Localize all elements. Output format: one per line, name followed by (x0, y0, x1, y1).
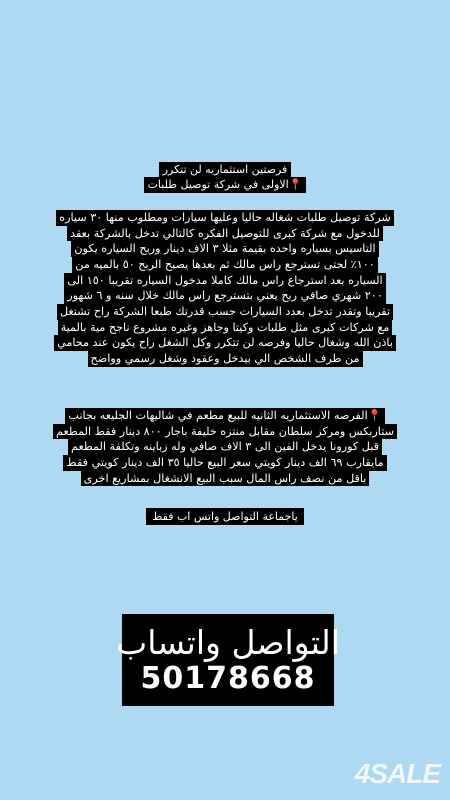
whatsapp-only-note (90, 508, 360, 525)
paragraph-line: التاسيس بسياره واحده بقيمة مثلا ٣ الاف دينار وربح السياره يكون (71, 241, 378, 257)
paragraph-line: 📍الفرصه الاستثماريه الثانيه للبيع مطعم في شاليهات الجليعه بجانب (65, 408, 384, 424)
paragraph-line: باذن الله وشغال حاليا وفرصه لن تتكرر وكل الشغل راح يكون عند محامي (54, 335, 396, 351)
contact-title: التواصل واتساب (116, 623, 340, 663)
whatsapp-only-line: ياجماعة التواصل واتس اب فقط (146, 508, 304, 525)
headline-line: 📍الاولى في شركة توصيل طلبات (144, 177, 307, 192)
paragraph-line: ستاربكس ومركز سلطان مقابل منتزه خليفة باجار ٨٠٠ دينار فقط المطعم (53, 424, 397, 440)
contact-number: 50178668 (140, 660, 316, 696)
paragraph-line: تقريبا وتقدر تدخل بعدد السيارات حسب قدرتك طبعا الشركة راح تشتغل (57, 304, 393, 320)
first-opportunity-paragraph (2, 210, 448, 367)
paragraph-line: من طرف الشخص الي بيدخل وعقود وشغل رسمي وواضح (88, 351, 363, 367)
contact-box (116, 614, 340, 706)
paragraph-line: قبل كورونا يدخل الفين الى ٣ الاف صافي وله زباينه وتكلفة المطعم (68, 439, 382, 455)
paragraph-line: ١٠٠٪ لحتى تسترجع راس مالك ثم بعدها يصبح الربح ٥٠ بالميه من (72, 257, 377, 273)
paragraph-line: شركة توصيل طلبات شغاله حاليا وعليها سيارات ومطلوب منها ٣٠ سياره (56, 210, 394, 226)
paragraph-line: باقل من نصف راس المال سبب البيع الانشغال بمشاريع اخرى (81, 471, 370, 487)
paragraph-line: مع شركات كبرى مثل طلبات وكيتا وجاهز وغيره مشروع ناجح مية بالمية (58, 320, 393, 336)
4sale-watermark: 4SALE (354, 758, 440, 789)
paragraph-line: للدخول مع شركة كبرى للتوصيل الفكره كالتالي تدخل بالشركة بعقد (67, 226, 383, 242)
headline-block (120, 162, 330, 193)
headline-line: فرصتين استثماريه لن تتكرر (159, 162, 292, 177)
paragraph-line: ٢٠٠ شهري صافي ربح يعني بتسترجع راس مالك خلال سنه و ٦ شهور (64, 288, 386, 304)
paragraph-line: مايقارب ٦٩ الف دينار كويتي سعر البيع حاليا ٣٥ الف دينار كويتي فقط (63, 455, 386, 471)
paragraph-line: السياره بعد استرجاع راس مالك كاملا مدخول السياره تقريبا ١٥٠ الى (64, 273, 385, 289)
second-opportunity-paragraph (2, 408, 448, 486)
